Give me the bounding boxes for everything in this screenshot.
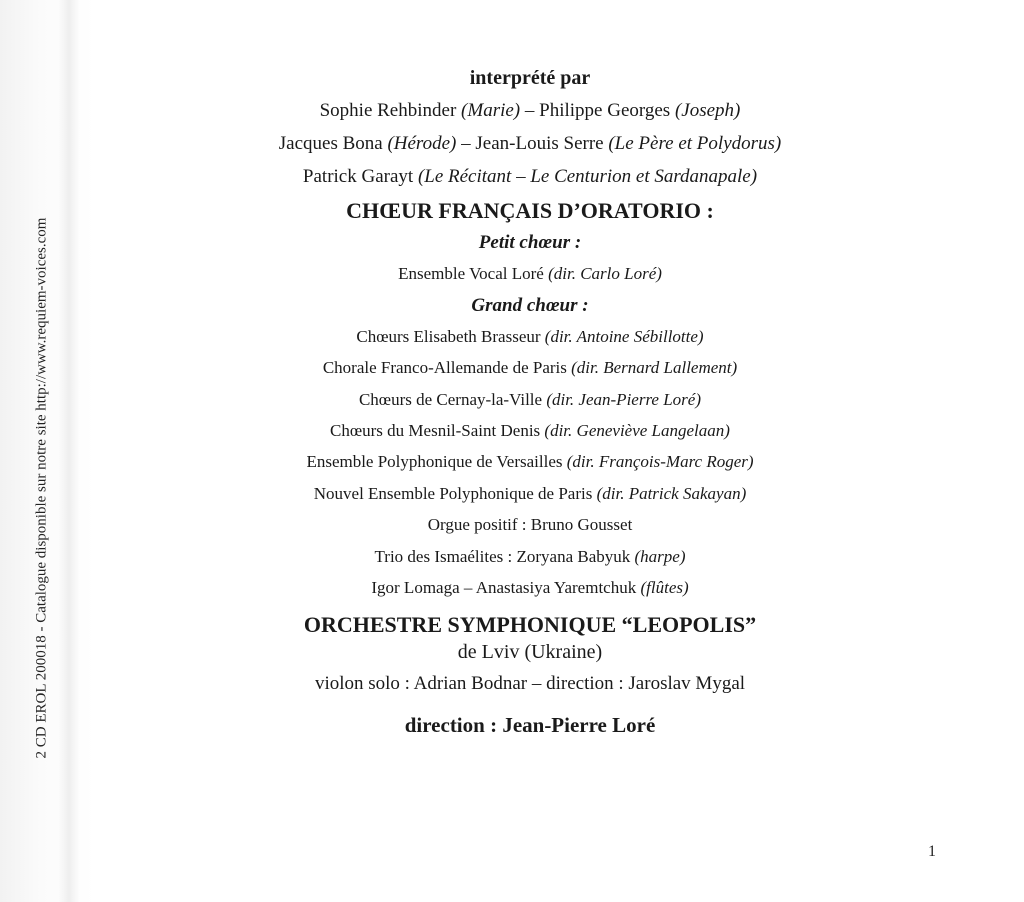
large-choir-label: Grand chœur : [471, 294, 589, 316]
soloist-role: (Le Récitant – Le Centurion et Sardanapale) [417, 165, 758, 187]
instrumentalist-line [200, 547, 860, 567]
ensemble-name: Chœurs Elisabeth Brasseur [356, 326, 545, 346]
ensemble-director: (dir. Patrick Sakayan) [596, 483, 747, 503]
soloist-role: (Joseph) [674, 100, 741, 121]
ensemble-name: Ensemble Vocal Loré [398, 263, 549, 283]
soloist-line [200, 166, 860, 189]
ensemble-name: Chœurs du Mesnil-Saint Denis [330, 420, 545, 440]
ensemble-name: Nouvel Ensemble Polyphonique de Paris [313, 483, 597, 503]
soloist-role: (Le Père et Polydorus) [608, 132, 782, 154]
soloist-line [200, 100, 860, 123]
orchestra-city: de Lviv (Ukraine) [457, 640, 603, 663]
instrumentalist-line [200, 578, 860, 598]
instrumentalist-line [200, 515, 860, 535]
instrumentalist-name: Trio des Ismaélites : Zoryana Babyuk [374, 546, 635, 566]
choir-title: CHŒUR FRANÇAIS D’ORATORIO : [346, 198, 714, 224]
soloist-segment: Jacques Bona [278, 132, 388, 154]
ensemble-director: (dir. Geneviève Langelaan) [544, 420, 730, 440]
ensemble-line [200, 484, 860, 504]
ensemble-director: (dir. Jean-Pierre Loré) [546, 389, 702, 409]
ensemble-line [200, 452, 860, 472]
instrumentalist-name: Igor Lomaga – Anastasiya Yaremtchuk [371, 577, 641, 597]
ensemble-line [200, 390, 860, 410]
soloist-segment: Sophie Rehbinder [319, 100, 462, 121]
credits-block [200, 66, 860, 739]
instrumentalist-name: Orgue positif : Bruno Gousset [427, 515, 633, 535]
ensemble-name: Chœurs de Cernay-la-Ville [358, 389, 547, 409]
soloist-segment: – Philippe Georges [520, 100, 675, 121]
orchestra-title: ORCHESTRE SYMPHONIQUE “LEOPOLIS” [303, 612, 757, 638]
fold-shadow [58, 0, 80, 902]
spine-text: 2 CD EROL 200018 - Catalogue disponible sur notre site http://www.requiem-voices.com [33, 217, 50, 759]
instrument-role: (flûtes) [640, 577, 689, 597]
performers-heading: interprété par [469, 67, 591, 89]
soloists-list [200, 100, 860, 188]
large-choir-list [200, 327, 860, 504]
small-choir-label: Petit chœur : [478, 231, 582, 253]
ensemble-name: Ensemble Polyphonique de Versailles [306, 452, 567, 472]
soloist-role: (Marie) [461, 100, 521, 121]
instrument-role: (harpe) [634, 546, 686, 566]
page-number: 1 [928, 843, 936, 860]
ensemble-name: Chorale Franco-Allemande de Paris [322, 358, 572, 378]
ensemble-line [200, 327, 860, 347]
soloist-segment: Patrick Garayt [302, 165, 418, 187]
ensemble-line [200, 421, 860, 441]
ensemble-director: (dir. François-Marc Roger) [566, 452, 754, 472]
conductor-credit: direction : Jean-Pierre Loré [404, 713, 656, 738]
soloist-segment: – Jean-Louis Serre [456, 132, 609, 154]
ensemble-director: (dir. Antoine Sébillotte) [544, 326, 704, 346]
ensemble-director: (dir. Bernard Lallement) [571, 358, 738, 378]
ensemble-line [200, 358, 860, 378]
soloist-line [200, 133, 860, 156]
orchestra-credits: violon solo : Adrian Bodnar – direction : Jaroslav Mygal [314, 672, 746, 694]
soloist-role: (Hérode) [387, 132, 457, 154]
instrumentalists-list [200, 515, 860, 598]
ensemble-director: (dir. Carlo Loré) [548, 263, 662, 283]
ensemble-line [200, 264, 860, 284]
